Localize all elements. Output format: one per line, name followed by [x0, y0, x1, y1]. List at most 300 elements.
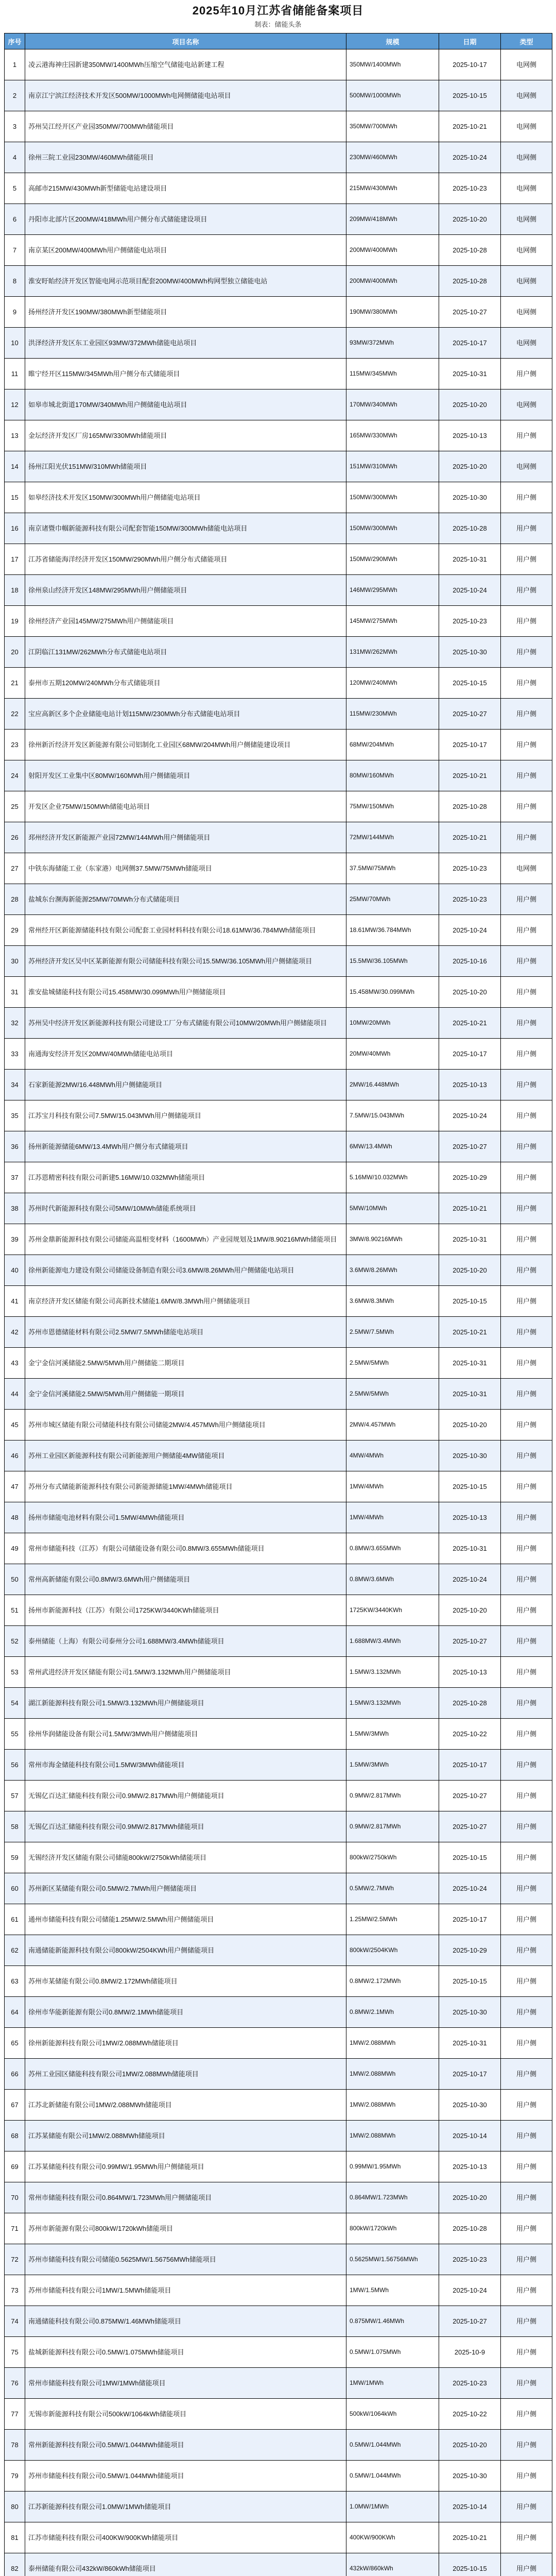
cell-date: 2025-10-29	[439, 1162, 501, 1193]
cell-type: 用户侧	[501, 359, 552, 389]
cell-scale: 0.9MW/2.817MWh	[346, 1811, 439, 1842]
cell-index: 27	[5, 853, 25, 884]
cell-type: 用户侧	[501, 513, 552, 544]
cell-type: 用户侧	[501, 2553, 552, 2576]
cell-project-name: 射阳开发区工业集中区80MW/160MWh用户侧储能项目	[25, 760, 346, 791]
cell-date: 2025-10-29	[439, 1935, 501, 1966]
header-type: 类型	[501, 33, 552, 49]
cell-date: 2025-10-31	[439, 1348, 501, 1379]
table-row	[5, 1811, 552, 1842]
table-row	[5, 2121, 552, 2151]
cell-index: 40	[5, 1255, 25, 1286]
cell-date: 2025-10-21	[439, 111, 501, 142]
cell-project-name: 常州市储能科技（江苏）有限公司储能设备有限公司0.8MW/3.655MWh储能项目	[25, 1533, 346, 1564]
table-row	[5, 2553, 552, 2576]
cell-date: 2025-10-28	[439, 2213, 501, 2244]
table-row	[5, 482, 552, 513]
table-row	[5, 884, 552, 915]
cell-scale: 1.25MW/2.5MWh	[346, 1904, 439, 1935]
table-row	[5, 606, 552, 637]
table-row	[5, 2028, 552, 2059]
cell-project-name: 洪泽经济开发区东工业园区93MW/372MWh储能电站项目	[25, 328, 346, 359]
cell-type: 用户侧	[501, 1255, 552, 1286]
cell-scale: 0.5MW/1.044MWh	[346, 2461, 439, 2492]
cell-date: 2025-10-23	[439, 853, 501, 884]
cell-date: 2025-10-14	[439, 2492, 501, 2522]
cell-date: 2025-10-20	[439, 1595, 501, 1626]
table-row	[5, 1008, 552, 1039]
table-row	[5, 1626, 552, 1657]
cell-type: 电网侧	[501, 853, 552, 884]
cell-type: 用户侧	[501, 637, 552, 668]
cell-index: 63	[5, 1966, 25, 1997]
cell-date: 2025-10-23	[439, 884, 501, 915]
cell-type: 用户侧	[501, 2059, 552, 2090]
table-row	[5, 1966, 552, 1997]
cell-scale: 1725KW/3440KWh	[346, 1595, 439, 1626]
cell-type: 用户侧	[501, 1379, 552, 1410]
cell-date: 2025-10-20	[439, 1410, 501, 1440]
cell-scale: 7.5MW/15.043MWh	[346, 1100, 439, 1131]
cell-date: 2025-10-17	[439, 2059, 501, 2090]
cell-date: 2025-10-17	[439, 730, 501, 760]
cell-date: 2025-10-14	[439, 2121, 501, 2151]
cell-scale: 0.8MW/3.6MWh	[346, 1564, 439, 1595]
cell-project-name: 扬州经济开发区190MW/380MWh新型储能项目	[25, 297, 346, 328]
cell-type: 用户侧	[501, 2275, 552, 2306]
cell-date: 2025-10-31	[439, 1533, 501, 1564]
cell-date: 2025-10-20	[439, 977, 501, 1008]
cell-date: 2025-10-15	[439, 668, 501, 699]
cell-index: 8	[5, 266, 25, 297]
cell-scale: 1MW/4MWh	[346, 1502, 439, 1533]
cell-scale: 145MW/275MWh	[346, 606, 439, 637]
cell-type: 用户侧	[501, 2461, 552, 2492]
cell-project-name: 扬州市储能电池材料有限公司1.5MW/4MWh储能项目	[25, 1502, 346, 1533]
cell-scale: 800kW/2750kWh	[346, 1842, 439, 1873]
cell-scale: 1.688MW/3.4MWh	[346, 1626, 439, 1657]
cell-scale: 0.99MW/1.95MWh	[346, 2151, 439, 2182]
cell-index: 10	[5, 328, 25, 359]
cell-type: 用户侧	[501, 482, 552, 513]
cell-type: 用户侧	[501, 575, 552, 606]
table-row	[5, 2275, 552, 2306]
cell-scale: 15.5MW/36.105MWh	[346, 946, 439, 977]
cell-project-name: 江苏北新储能有限公司1MW/2.088MWh储能项目	[25, 2090, 346, 2121]
cell-scale: 6MW/13.4MWh	[346, 1131, 439, 1162]
cell-project-name: 苏州吴中经济开发区新能源科技有限公司建设工厂分布式储能有限公司10MW/20MWh用户侧储能项目	[25, 1008, 346, 1039]
cell-type: 用户侧	[501, 1193, 552, 1224]
cell-date: 2025-10-31	[439, 2028, 501, 2059]
cell-scale: 1.5MW/3.132MWh	[346, 1688, 439, 1719]
cell-index: 67	[5, 2090, 25, 2121]
cell-date: 2025-10-17	[439, 328, 501, 359]
cell-project-name: 苏州经济开发区吴中区某新能源有限公司储能科技有限公司15.5MW/36.105MWh用户侧储能项目	[25, 946, 346, 977]
table-row	[5, 1935, 552, 1966]
cell-scale: 350MW/1400MWh	[346, 49, 439, 80]
cell-project-name: 邳州经济开发区新能源产业园72MW/144MWh用户侧储能项目	[25, 822, 346, 853]
cell-scale: 115MW/345MWh	[346, 359, 439, 389]
cell-scale: 1.0MW/1MWh	[346, 2492, 439, 2522]
cell-type: 用户侧	[501, 977, 552, 1008]
cell-project-name: 常州市储能科技有限公司0.864MW/1.723MWh用户侧储能项目	[25, 2182, 346, 2213]
table-row	[5, 1379, 552, 1410]
cell-index: 12	[5, 389, 25, 420]
table-row	[5, 946, 552, 977]
cell-index: 15	[5, 482, 25, 513]
cell-project-name: 丹阳市北部片区200MW/418MWh用户侧分布式储能建设项目	[25, 204, 346, 235]
cell-date: 2025-10-20	[439, 1255, 501, 1286]
cell-project-name: 苏州工业园区储能科技有限公司1MW/2.088MWh储能项目	[25, 2059, 346, 2090]
page-subtitle: 制表：储能头条	[254, 21, 302, 28]
cell-index: 28	[5, 884, 25, 915]
cell-type: 用户侧	[501, 2337, 552, 2368]
cell-type: 用户侧	[501, 1502, 552, 1533]
cell-index: 20	[5, 637, 25, 668]
cell-scale: 500kW/1064kWh	[346, 2399, 439, 2430]
cell-index: 35	[5, 1100, 25, 1131]
cell-scale: 1MW/1MWh	[346, 2368, 439, 2399]
cell-project-name: 盐城新能源科技有限公司0.5MW/1.075MWh储能项目	[25, 2337, 346, 2368]
cell-index: 25	[5, 791, 25, 822]
cell-date: 2025-10-31	[439, 1224, 501, 1255]
cell-index: 37	[5, 1162, 25, 1193]
cell-project-name: 苏州市新能源有限公司800kW/1720kWh储能项目	[25, 2213, 346, 2244]
table-row	[5, 915, 552, 946]
cell-date: 2025-10-20	[439, 204, 501, 235]
cell-project-name: 苏州市储能科技有限公司0.5MW/1.044MWh储能项目	[25, 2461, 346, 2492]
cell-scale: 1MW/2.088MWh	[346, 2059, 439, 2090]
cell-project-name: 南京诸暨巾帼新能源科技有限公司配套智能150MW/300MWh储能电站项目	[25, 513, 346, 544]
cell-scale: 432kW/860kWh	[346, 2553, 439, 2576]
table-row	[5, 2059, 552, 2090]
cell-date: 2025-10-17	[439, 1039, 501, 1070]
cell-type: 用户侧	[501, 1410, 552, 1440]
cell-date: 2025-10-20	[439, 451, 501, 482]
cell-scale: 72MW/144MWh	[346, 822, 439, 853]
table-row	[5, 2522, 552, 2553]
cell-scale: 146MW/295MWh	[346, 575, 439, 606]
cell-scale: 0.875MW/1.46MWh	[346, 2306, 439, 2337]
cell-index: 22	[5, 699, 25, 730]
table-row	[5, 1842, 552, 1873]
cell-index: 78	[5, 2430, 25, 2461]
table-row	[5, 575, 552, 606]
cell-index: 7	[5, 235, 25, 266]
cell-scale: 3.6MW/8.3MWh	[346, 1286, 439, 1317]
cell-type: 用户侧	[501, 1842, 552, 1873]
table-header-row	[5, 33, 552, 49]
table-row	[5, 1533, 552, 1564]
cell-type: 用户侧	[501, 822, 552, 853]
cell-index: 66	[5, 2059, 25, 2090]
cell-index: 32	[5, 1008, 25, 1039]
cell-index: 6	[5, 204, 25, 235]
cell-date: 2025-10-31	[439, 359, 501, 389]
cell-date: 2025-10-27	[439, 699, 501, 730]
table-row	[5, 1595, 552, 1626]
cell-scale: 500MW/1000MWh	[346, 80, 439, 111]
cell-type: 用户侧	[501, 2399, 552, 2430]
cell-index: 30	[5, 946, 25, 977]
cell-type: 用户侧	[501, 1719, 552, 1750]
cell-index: 50	[5, 1564, 25, 1595]
table-row	[5, 1688, 552, 1719]
cell-scale: 3.6MW/8.26MWh	[346, 1255, 439, 1286]
cell-type: 用户侧	[501, 1100, 552, 1131]
cell-scale: 75MW/150MWh	[346, 791, 439, 822]
table-row	[5, 266, 552, 297]
cell-date: 2025-10-31	[439, 1379, 501, 1410]
cell-index: 49	[5, 1533, 25, 1564]
cell-index: 11	[5, 359, 25, 389]
table-row	[5, 637, 552, 668]
cell-type: 用户侧	[501, 2430, 552, 2461]
table-row	[5, 420, 552, 451]
cell-scale: 115MW/230MWh	[346, 699, 439, 730]
cell-index: 45	[5, 1410, 25, 1440]
table-row	[5, 359, 552, 389]
table-row	[5, 1750, 552, 1781]
cell-type: 电网侧	[501, 49, 552, 80]
cell-project-name: 淮安盱眙经济开发区智能电网示范项目配套200MW/400MWh构网型独立储能电站	[25, 266, 346, 297]
cell-project-name: 苏州市恩德储能材料有限公司2.5MW/7.5MWh储能电站项目	[25, 1317, 346, 1348]
cell-date: 2025-10-23	[439, 2368, 501, 2399]
cell-scale: 150MW/300MWh	[346, 513, 439, 544]
cell-project-name: 常州高新储能有限公司0.8MW/3.6MWh用户侧储能项目	[25, 1564, 346, 1595]
cell-type: 用户侧	[501, 420, 552, 451]
table-row	[5, 2399, 552, 2430]
cell-type: 用户侧	[501, 1224, 552, 1255]
cell-index: 44	[5, 1379, 25, 1410]
table-row	[5, 2244, 552, 2275]
cell-project-name: 徐州新能源科技有限公司1MW/2.088MWh储能项目	[25, 2028, 346, 2059]
cell-project-name: 徐州泉山经济开发区148MW/295MWh用户侧储能项目	[25, 575, 346, 606]
table-row	[5, 1502, 552, 1533]
page-title: 2025年10月江苏省储能备案项目	[192, 4, 364, 17]
cell-scale: 1MW/2.088MWh	[346, 2090, 439, 2121]
cell-scale: 0.8MW/2.172MWh	[346, 1966, 439, 1997]
cell-project-name: 苏州市某储能有限公司0.8MW/2.172MWh储能项目	[25, 1966, 346, 1997]
table-row	[5, 2213, 552, 2244]
cell-type: 电网侧	[501, 173, 552, 204]
cell-index: 60	[5, 1873, 25, 1904]
cell-type: 用户侧	[501, 1811, 552, 1842]
cell-type: 用户侧	[501, 1750, 552, 1781]
cell-index: 73	[5, 2275, 25, 2306]
cell-date: 2025-10-30	[439, 2090, 501, 2121]
table-row	[5, 1317, 552, 1348]
cell-type: 用户侧	[501, 1070, 552, 1100]
cell-date: 2025-10-20	[439, 2430, 501, 2461]
cell-date: 2025-10-21	[439, 1317, 501, 1348]
table-row	[5, 1255, 552, 1286]
cell-date: 2025-10-9	[439, 2337, 501, 2368]
cell-type: 电网侧	[501, 111, 552, 142]
cell-date: 2025-10-20	[439, 2182, 501, 2213]
table-row	[5, 1039, 552, 1070]
cell-type: 用户侧	[501, 1008, 552, 1039]
cell-type: 用户侧	[501, 1595, 552, 1626]
cell-project-name: 苏州吴江经开区产业园350MW/700MWh储能项目	[25, 111, 346, 142]
cell-scale: 2MW/4.457MWh	[346, 1410, 439, 1440]
cell-type: 用户侧	[501, 2151, 552, 2182]
table-row	[5, 2368, 552, 2399]
table-row	[5, 2182, 552, 2213]
cell-index: 82	[5, 2553, 25, 2576]
cell-project-name: 凌云港海神庄园新建350MW/1400MWh压缩空气储能电站新建工程	[25, 49, 346, 80]
cell-project-name: 南通海安经济开发区20MW/40MWh储能电站项目	[25, 1039, 346, 1070]
cell-scale: 80MW/160MWh	[346, 760, 439, 791]
cell-date: 2025-10-28	[439, 235, 501, 266]
cell-project-name: 淮安盐城储能科技有限公司15.458MW/30.099MWh用户侧储能项目	[25, 977, 346, 1008]
cell-project-name: 徐州新能源电力建设有限公司储能设备制造有限公司3.6MW/8.26MWh用户侧储能电站项目	[25, 1255, 346, 1286]
cell-scale: 1MW/2.088MWh	[346, 2121, 439, 2151]
cell-index: 14	[5, 451, 25, 482]
cell-index: 61	[5, 1904, 25, 1935]
cell-date: 2025-10-21	[439, 1008, 501, 1039]
cell-date: 2025-10-15	[439, 1286, 501, 1317]
cell-date: 2025-10-13	[439, 1070, 501, 1100]
cell-scale: 1.5MW/3MWh	[346, 1719, 439, 1750]
table-row	[5, 111, 552, 142]
cell-date: 2025-10-15	[439, 1471, 501, 1502]
cell-project-name: 扬州市新能源科技（江苏）有限公司1725KW/3440KWh储能项目	[25, 1595, 346, 1626]
cell-index: 36	[5, 1131, 25, 1162]
table-row	[5, 2430, 552, 2461]
cell-date: 2025-10-17	[439, 1750, 501, 1781]
cell-index: 5	[5, 173, 25, 204]
cell-type: 用户侧	[501, 2368, 552, 2399]
cell-index: 18	[5, 575, 25, 606]
cell-type: 用户侧	[501, 2522, 552, 2553]
table-row	[5, 699, 552, 730]
cell-scale: 151MW/310MWh	[346, 451, 439, 482]
cell-scale: 10MW/20MWh	[346, 1008, 439, 1039]
cell-project-name: 苏州分布式储能新能源科技有限公司新能源储能1MW/4MWh储能项目	[25, 1471, 346, 1502]
cell-date: 2025-10-28	[439, 1688, 501, 1719]
cell-date: 2025-10-24	[439, 915, 501, 946]
table-row	[5, 1286, 552, 1317]
cell-project-name: 如皋市城北街道170MW/340MWh用户侧储能电站项目	[25, 389, 346, 420]
cell-scale: 68MW/204MWh	[346, 730, 439, 760]
cell-project-name: 南京某区200MW/400MWh用户侧储能电站项目	[25, 235, 346, 266]
cell-date: 2025-10-24	[439, 142, 501, 173]
cell-project-name: 南通储能新能源科技有限公司800kW/2504KWh用户侧储能项目	[25, 1935, 346, 1966]
cell-date: 2025-10-23	[439, 2244, 501, 2275]
cell-scale: 215MW/430MWh	[346, 173, 439, 204]
cell-date: 2025-10-16	[439, 946, 501, 977]
table-row	[5, 2337, 552, 2368]
table-row	[5, 1657, 552, 1688]
cell-date: 2025-10-27	[439, 297, 501, 328]
table-body	[5, 49, 552, 2576]
cell-scale: 0.8MW/3.655MWh	[346, 1533, 439, 1564]
cell-index: 46	[5, 1440, 25, 1471]
cell-scale: 2MW/16.448MWh	[346, 1070, 439, 1100]
cell-type: 用户侧	[501, 1162, 552, 1193]
cell-scale: 1.5MW/3MWh	[346, 1750, 439, 1781]
cell-index: 13	[5, 420, 25, 451]
cell-type: 电网侧	[501, 328, 552, 359]
cell-scale: 165MW/330MWh	[346, 420, 439, 451]
cell-index: 48	[5, 1502, 25, 1533]
cell-index: 76	[5, 2368, 25, 2399]
cell-date: 2025-10-24	[439, 1873, 501, 1904]
cell-scale: 1.5MW/3.132MWh	[346, 1657, 439, 1688]
cell-type: 用户侧	[501, 730, 552, 760]
cell-project-name: 无锡经济开发区储能有限公司储能800kW/2750kWh储能项目	[25, 1842, 346, 1873]
cell-index: 9	[5, 297, 25, 328]
cell-type: 用户侧	[501, 884, 552, 915]
cell-date: 2025-10-28	[439, 513, 501, 544]
cell-date: 2025-10-13	[439, 1502, 501, 1533]
cell-date: 2025-10-28	[439, 791, 501, 822]
cell-index: 34	[5, 1070, 25, 1100]
cell-scale: 200MW/400MWh	[346, 235, 439, 266]
cell-date: 2025-10-13	[439, 2151, 501, 2182]
cell-scale: 0.864MW/1.723MWh	[346, 2182, 439, 2213]
header-project-name: 项目名称	[25, 33, 346, 49]
cell-project-name: 苏州市储能科技有限公司储能0.5625MW/1.56756MWh储能项目	[25, 2244, 346, 2275]
cell-index: 31	[5, 977, 25, 1008]
cell-project-name: 江苏恩精密科技有限公司新建5.16MW/10.032MWh储能项目	[25, 1162, 346, 1193]
projects-table	[4, 33, 552, 2576]
cell-index: 79	[5, 2461, 25, 2492]
cell-scale: 350MW/700MWh	[346, 111, 439, 142]
table-row	[5, 1100, 552, 1131]
table-row	[5, 1440, 552, 1471]
cell-date: 2025-10-21	[439, 2522, 501, 2553]
cell-project-name: 江苏新能源科技有限公司1.0MW/1MWh储能项目	[25, 2492, 346, 2522]
cell-type: 电网侧	[501, 80, 552, 111]
cell-project-name: 江苏省储能海洋经济开发区150MW/290MWh用户侧分布式储能项目	[25, 544, 346, 575]
cell-date: 2025-10-15	[439, 2553, 501, 2576]
cell-type: 用户侧	[501, 2090, 552, 2121]
cell-date: 2025-10-27	[439, 1781, 501, 1811]
cell-index: 26	[5, 822, 25, 853]
cell-type: 用户侧	[501, 2244, 552, 2275]
cell-index: 29	[5, 915, 25, 946]
cell-type: 用户侧	[501, 1348, 552, 1379]
cell-type: 用户侧	[501, 1997, 552, 2028]
table-row	[5, 853, 552, 884]
cell-date: 2025-10-23	[439, 173, 501, 204]
table-row	[5, 328, 552, 359]
cell-index: 55	[5, 1719, 25, 1750]
table-row	[5, 1997, 552, 2028]
table-row	[5, 1781, 552, 1811]
table-row	[5, 1410, 552, 1440]
cell-type: 电网侧	[501, 451, 552, 482]
cell-date: 2025-10-21	[439, 1193, 501, 1224]
table-row	[5, 760, 552, 791]
cell-date: 2025-10-30	[439, 1997, 501, 2028]
table-row	[5, 2151, 552, 2182]
cell-type: 电网侧	[501, 204, 552, 235]
cell-type: 用户侧	[501, 1039, 552, 1070]
table-row	[5, 1162, 552, 1193]
table-row	[5, 730, 552, 760]
cell-project-name: 徐州市华能新能源有限公司0.8MW/2.1MWh储能项目	[25, 1997, 346, 2028]
cell-project-name: 通州市储能科技有限公司储能1.25MW/2.5MWh用户侧储能项目	[25, 1904, 346, 1935]
cell-index: 57	[5, 1781, 25, 1811]
cell-project-name: 高邮市215MW/430MWh新型储能电站建设项目	[25, 173, 346, 204]
cell-index: 23	[5, 730, 25, 760]
cell-type: 用户侧	[501, 1286, 552, 1317]
cell-index: 16	[5, 513, 25, 544]
table-row	[5, 204, 552, 235]
